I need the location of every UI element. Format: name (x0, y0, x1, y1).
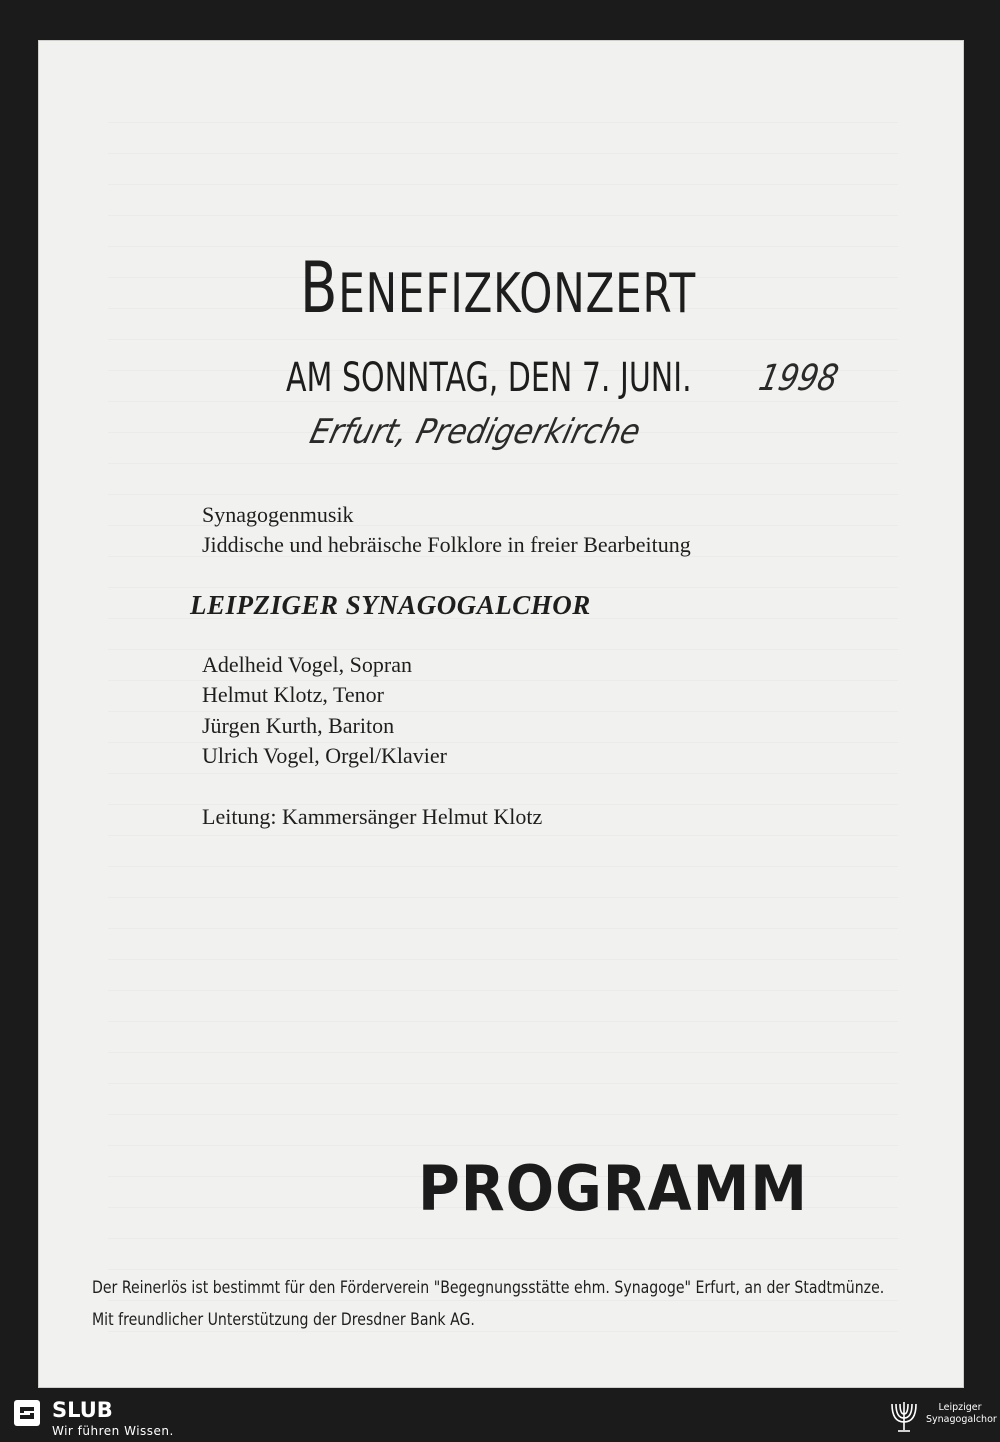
handwritten-year: 1998 (755, 358, 842, 399)
archive-bar (0, 1392, 1000, 1442)
menorah-icon (888, 1396, 920, 1436)
program-line-1: Synagogenmusik (202, 502, 354, 527)
choir-name: LEIPZIGER SYNAGOGALCHOR (190, 590, 591, 620)
footer-line-2: Mit freundlicher Unterstützung der Dresdner Bank AG. (92, 1310, 475, 1330)
performer-2: Helmut Klotz, Tenor (202, 682, 384, 707)
programm-heading: PROGRAMM (418, 1152, 808, 1225)
performer-3: Jürgen Kurth, Bariton (202, 713, 395, 738)
concert-title-rest: ENEFIZKONZERT (338, 262, 697, 325)
program-line-2: Jiddische und hebräische Folklore in freier Bearbeitung (202, 532, 691, 557)
slub-tagline: Wir führen Wissen. (52, 1424, 174, 1438)
concert-date: AM SONNTAG, DEN 7. JUNI. (286, 355, 692, 401)
slub-name: SLUB (52, 1398, 113, 1422)
handwritten-place: Erfurt, Predigerkirche (306, 412, 645, 452)
choir-logo-line-1: Leipziger (938, 1402, 982, 1413)
program-sheet (38, 40, 964, 1388)
concert-title-initial: B (300, 247, 339, 329)
performer-4: Ulrich Vogel, Orgel/Klavier (202, 743, 448, 768)
performer-1: Adelheid Vogel, Sopran (202, 652, 412, 677)
conductor-line: Leitung: Kammersänger Helmut Klotz (202, 804, 543, 829)
concert-title (300, 247, 696, 329)
choir-logo-line-2: Synagogalchor (926, 1414, 997, 1425)
footer-line-1: Der Reinerlös ist bestimmt für den Förderverein "Begegnungsstätte ehm. Synagoge" Erfurt, an der Stadtmünze. (92, 1278, 885, 1298)
choir-logo (926, 1402, 997, 1426)
slub-logo-icon (14, 1400, 40, 1426)
